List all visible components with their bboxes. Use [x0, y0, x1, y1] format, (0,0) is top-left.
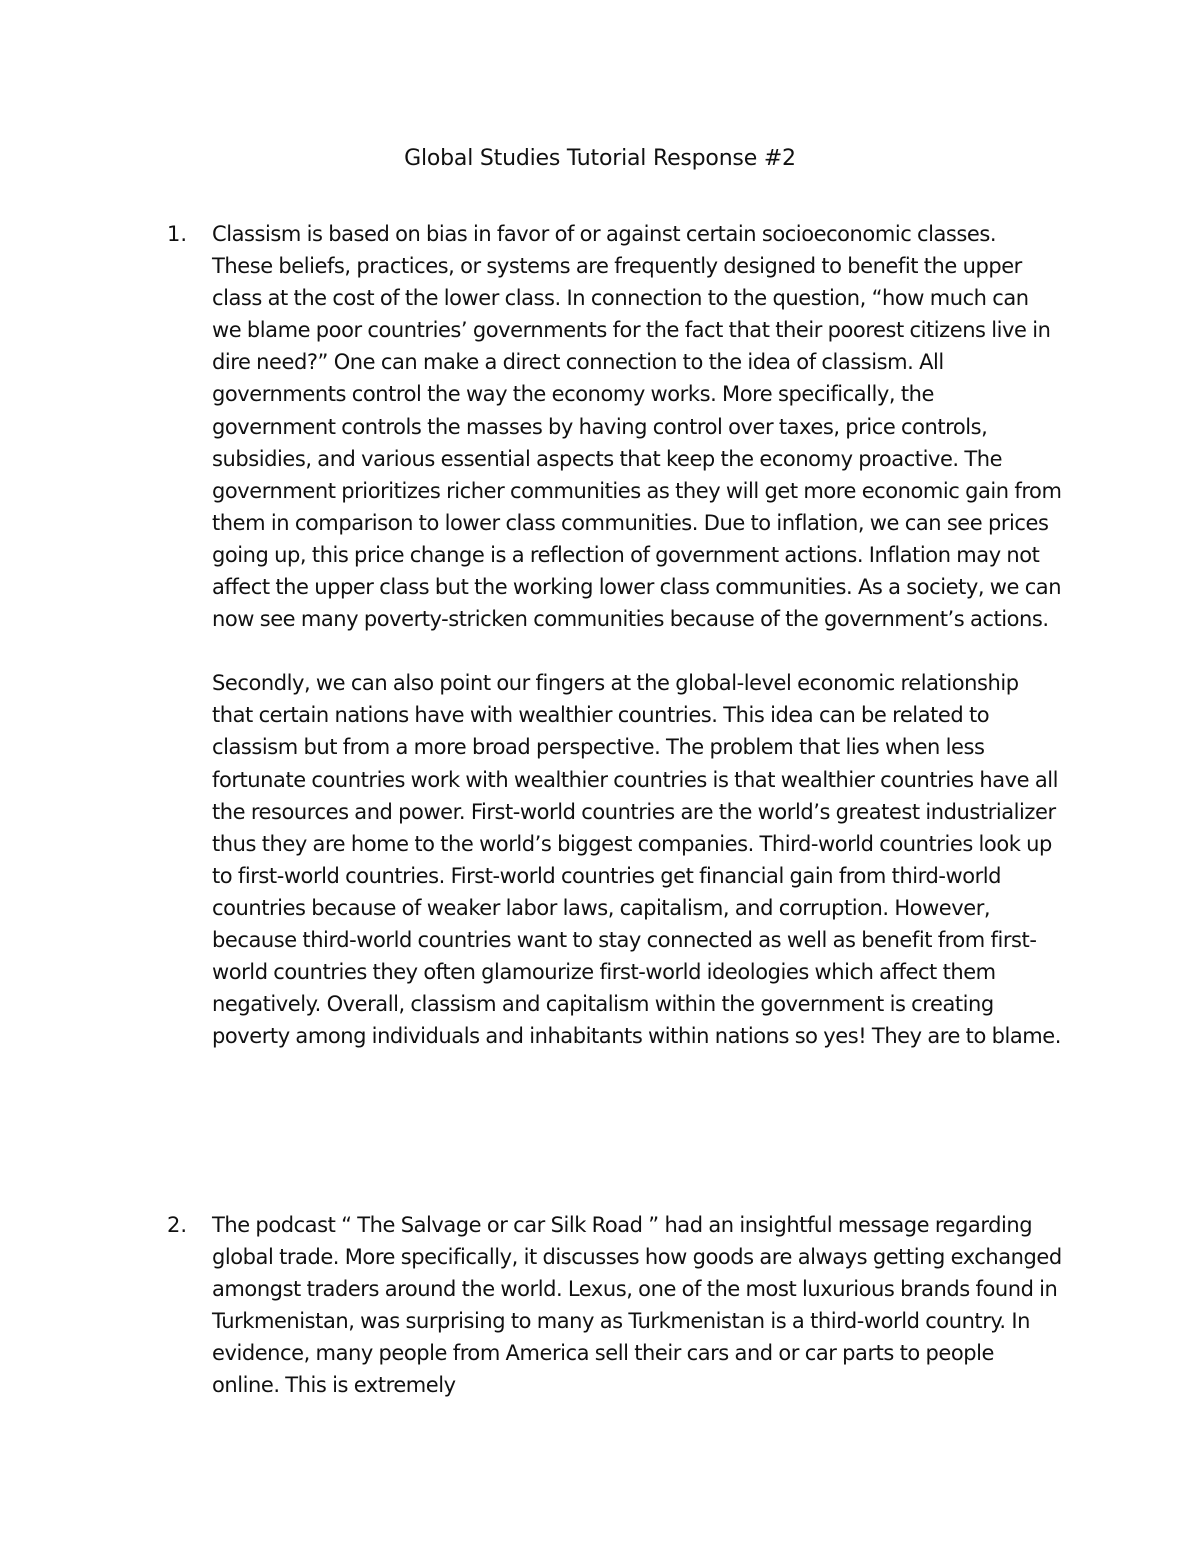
paragraph-classism: Classism is based on bias in favor of or against certain socioeconomic classes. These beliefs, practices, or systems are frequently designed to benefit the upper class at the cost of the lower class. In connection to the question, “how much can we blame poor countries’ governments for the fact that their poorest citizens live in dire need?” One can make a direct connection to the idea of classism. All governments control the way the economy works. More specifically, the government controls the masses by having control over taxes, price controls, subsidies, and various essential aspects that keep the economy proactive. The government prioritizes richer communities as they will get more economic gain from them in comparison to lower class communities. Due to inflation, we can see prices going up, this price change is a reflection of government actions. Inflation may not affect the upper class but the working lower class communities. As a society, we can now see many poverty-stricken communities because of the government’s actions.	[212, 222, 1062, 632]
list-item-2	[167, 1209, 1062, 1402]
document-title: Global Studies Tutorial Response #2	[404, 146, 796, 171]
paragraph-podcast: The podcast “ The Salvage or car Silk Road ” had an insightful message regarding global trade. More specifically, it discusses how goods are always getting exchanged amongst traders around the world. Lexus, one of the most luxurious brands found in Turkmenistan, was surprising to many as Turkmenistan is a third-world country. In evidence, many people from America sell their cars and or car parts to people online. This is extremely	[212, 1213, 1062, 1398]
list-item-1	[167, 218, 1062, 1052]
list-item-number: 2.	[167, 1213, 188, 1237]
paragraph-global-economic-relationship: Secondly, we can also point our fingers at the global-level economic relationship that certain nations have with wealthier countries. This idea can be related to classism but from a more broad perspective. The problem that lies when less fortunate countries work with wealthier countries is that wealthier countries have all the resources and power. First-world countries are the world’s greatest industrializer thus they are home to the world’s biggest companies. Third-world countries look up to first-world countries. First-world countries get financial gain from third-world countries because of weaker labor laws, capitalism, and corruption. However, because third-world countries want to stay connected as well as benefit from first-world countries they often glamourize first-world ideologies which affect them negatively. Overall, classism and capitalism within the government is creating poverty among individuals and inhabitants within nations so yes! They are to blame.	[212, 671, 1061, 1049]
list-item-number: 1.	[167, 222, 188, 246]
